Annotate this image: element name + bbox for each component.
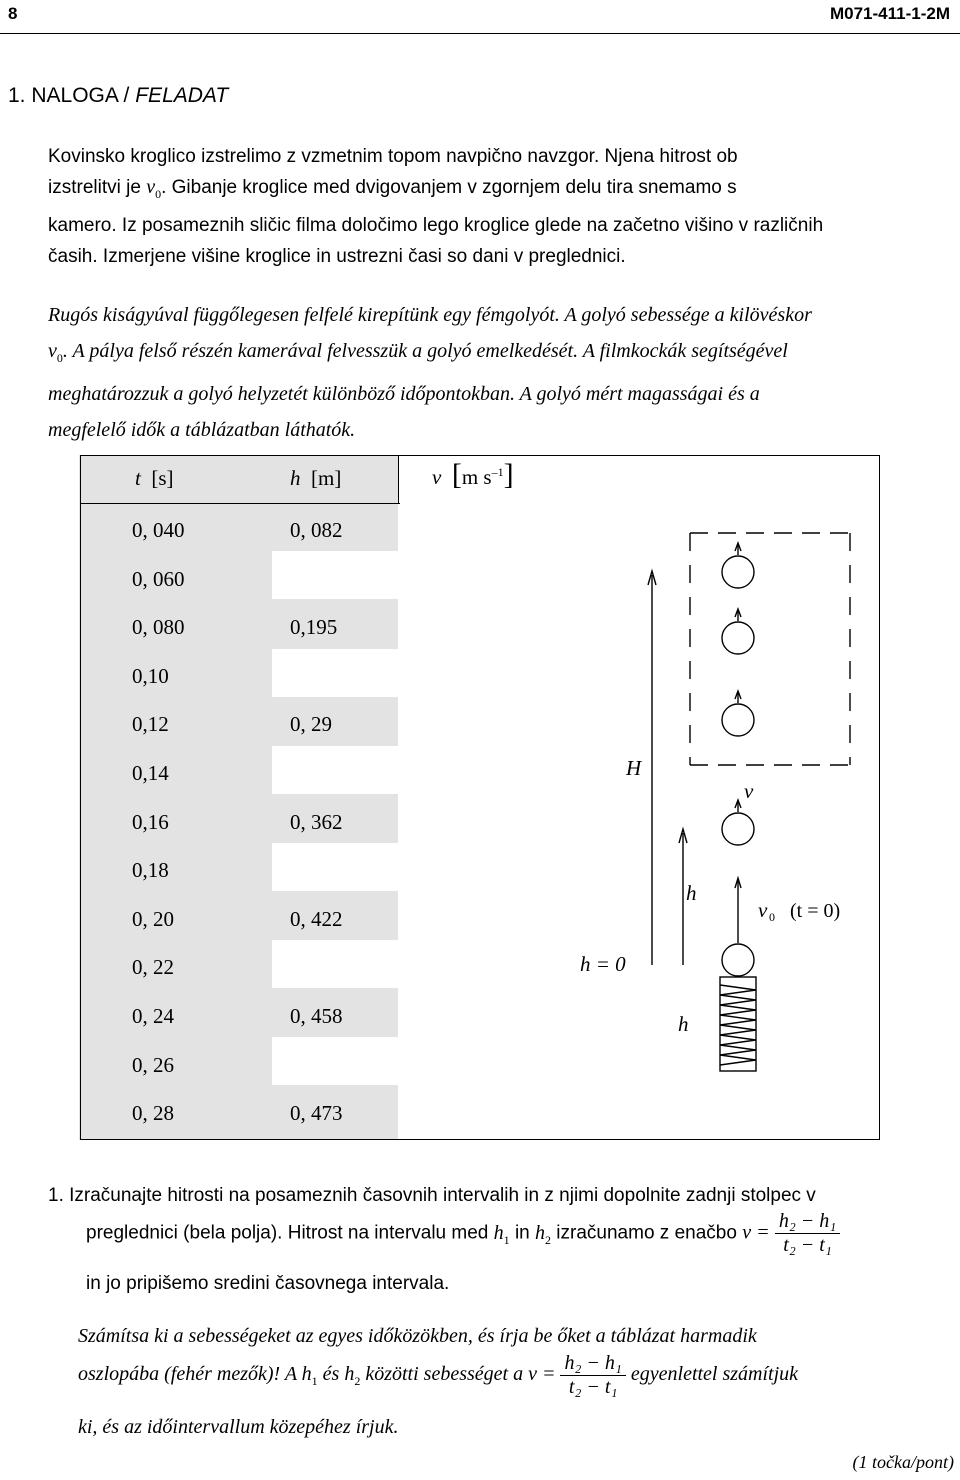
label-v0: v [758, 898, 768, 922]
label-v: v [744, 779, 754, 803]
paragraph-sl: Kovinsko kroglico izstrelimo z vzmetnim topom navpično navzgor. Njena hitrost ob izstrelitvi je $v_0$. Gibanje kroglice med dvigovanjem v zgornjem delu tira snemamo s kamero. Iz posameznih sličic filma določimo lego kroglice glede na začetno višino v različnih časih. Izmerjene višine kroglice in ustrezni časi so dani v preglednici. [48, 146, 824, 267]
cell-t: 0,16 [132, 810, 169, 834]
ball-frame-1 [722, 556, 754, 588]
velocity-formula: $\frac{\text{h₂ − h₁}}{\text{t₂ − t₁}}$ [775, 1210, 840, 1257]
label-h: h [686, 881, 697, 905]
label-t0: (t = 0) [790, 900, 841, 922]
cell-h: 0, 422 [290, 907, 343, 931]
cell-t: 0, 28 [132, 1101, 174, 1125]
question-hu: Számítsa ki a sebességeket az egyes időközökben, és írja be őket a táblázat harmadik [78, 1325, 757, 1347]
ball-on-spring [722, 944, 754, 976]
header-underline [80, 503, 400, 504]
cell-t: 0,12 [132, 712, 169, 736]
header-separator [398, 455, 399, 503]
task-title: 1. NALOGA / FELADAT [8, 84, 229, 107]
cell-t: 0, 26 [132, 1053, 174, 1077]
header-rule [0, 33, 960, 34]
ball-frame-2 [722, 622, 754, 654]
header-t: t [s] [135, 466, 174, 490]
cell-h: 0, 362 [290, 810, 343, 834]
cell-h: 0, 458 [290, 1004, 343, 1028]
motion-diagram [560, 515, 880, 1080]
cell-t: 0, 24 [132, 1004, 174, 1028]
cell-t: 0, 060 [132, 567, 185, 591]
cell-t: 0, 040 [132, 518, 185, 542]
question-sl: 1. Izračunajte hitrosti na posameznih časovnih intervalih in z njimi dopolnite zadnji stolpec v [48, 1185, 816, 1206]
velocity-formula-hu: $\frac{\text{h₂ − h₁}}{\text{t₂ − t₁}}$ [560, 1352, 625, 1399]
ball-below-frame [722, 813, 754, 845]
question-hu-line2: oszlopába (fehér mezők)! A $h_1$ és $h_2$ közötti sebességet a v = $\frac{\text{h₂ − h₁}}{\text{t₂ − t₁}}$ egyenlettel számítjuk [78, 1352, 799, 1398]
points-label: (1 točka/pont) [852, 1452, 954, 1472]
label-v0-sub: 0 [769, 910, 775, 924]
question-sl-line2: preglednici (bela polja). Hitrost na intervalu med $h_1$ in $h_2$ izračunamo z enačbo v = $\frac{\text{h₂ − h₁}}{\text{t₂ − t₁}}$ [86, 1210, 956, 1257]
cell-h: 0, 473 [290, 1101, 343, 1125]
label-H: H [626, 756, 642, 780]
question-sl-line3: in jo pripišemo sredini časovnega intervala. [86, 1273, 450, 1294]
cell-t: 0,14 [132, 761, 169, 785]
cell-t: 0, 22 [132, 955, 174, 979]
header-v: v [m $s^{-1}$] [432, 458, 514, 491]
page-number: 8 [8, 4, 18, 23]
cell-h: 0, 29 [290, 712, 332, 736]
ball-frame-3 [722, 704, 754, 736]
label-h-spring: h [678, 1012, 689, 1036]
camera-frame [690, 533, 850, 765]
header-h: h [m] [290, 466, 342, 490]
question-hu-line3: ki, és az időintervallum közepéhez írjuk. [78, 1416, 399, 1438]
exam-code: M071-411-1-2M [829, 4, 950, 23]
cell-h: 0,195 [290, 615, 338, 639]
cell-t: 0,18 [132, 858, 169, 882]
paragraph-hu: Rugós kiságyúval függőlegesen felfelé kirepítünk egy fémgolyót. A golyó sebessége a kilövéskor $v_0$. A pálya felső részén kamerával felvesszük a golyó emelkedését. A filmkockák segítségével meghatározzuk a golyó helyzetét különböző időpontokban. A golyó mért magasságai és a megfelelő idők a táblázatban láthatók. [48, 304, 812, 441]
cell-t: 0,10 [132, 664, 169, 688]
cell-h: 0, 082 [290, 518, 343, 542]
cell-t: 0, 20 [132, 907, 174, 931]
cell-t: 0, 080 [132, 615, 185, 639]
label-h0: h = 0 [580, 952, 626, 976]
spring [720, 977, 756, 1071]
